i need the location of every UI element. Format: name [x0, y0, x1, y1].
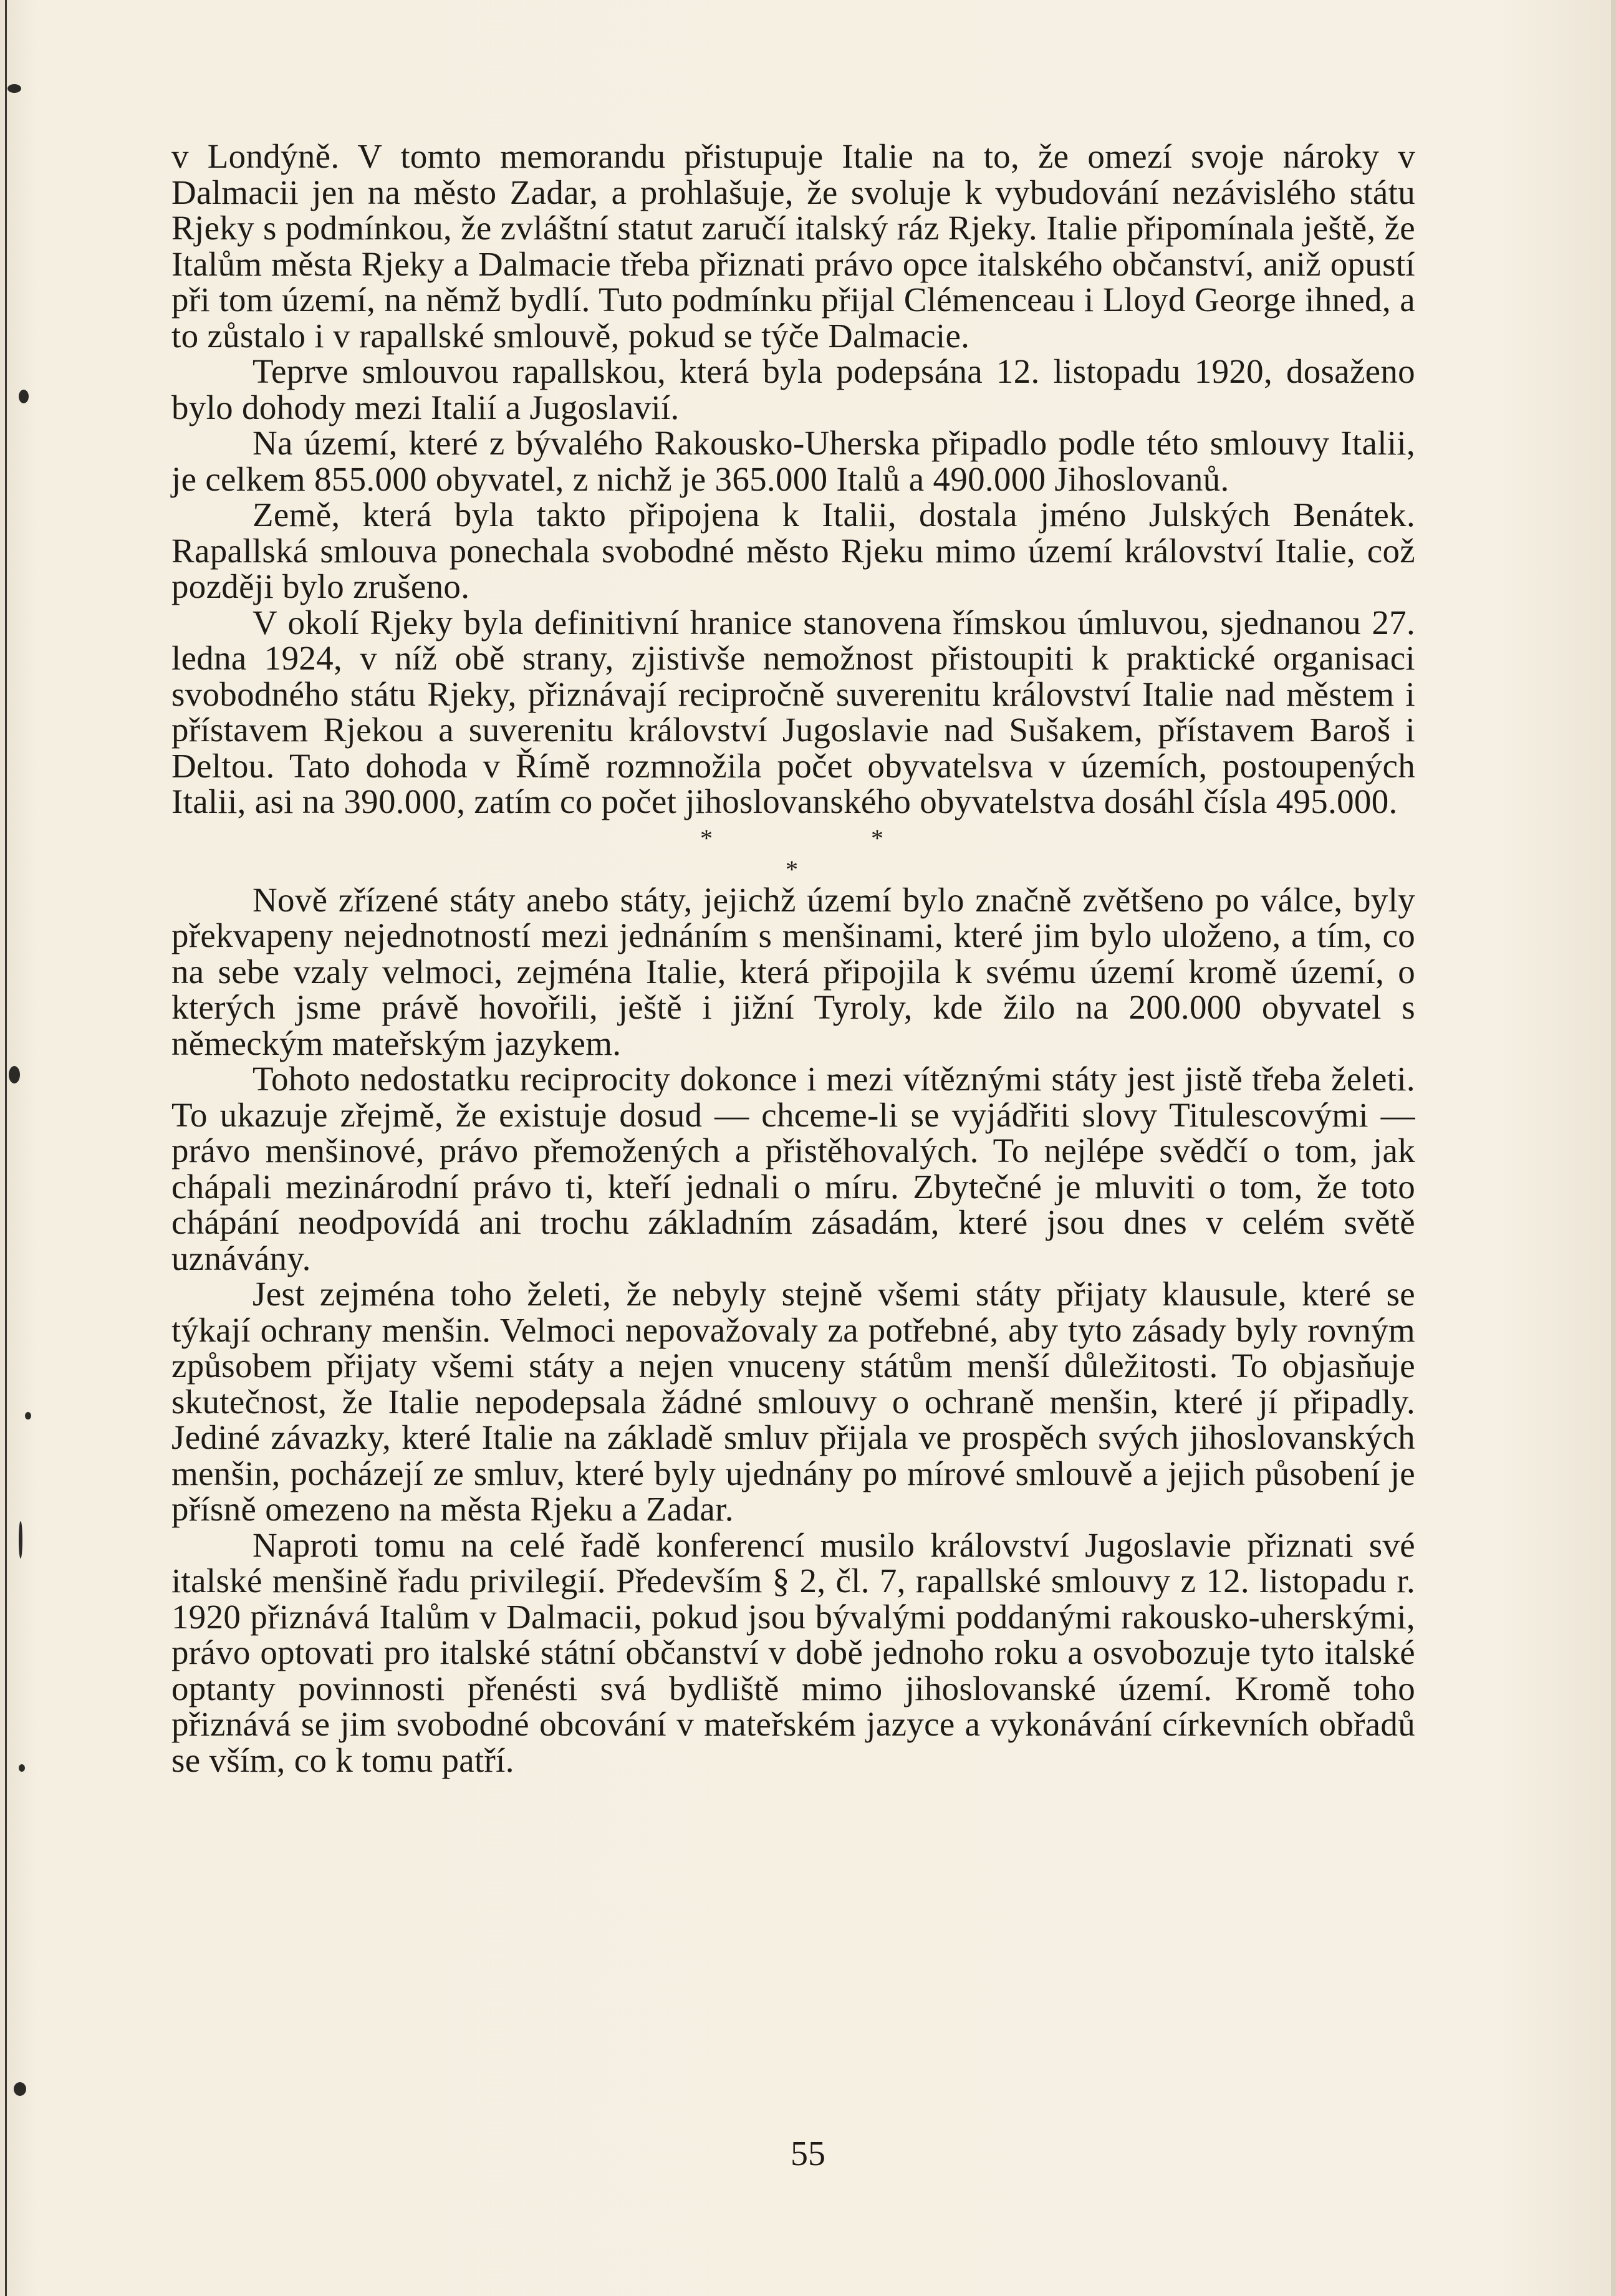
- paragraph: v Londýně. V tomto memorandu přistupuje Italie na to, že omezí svoje nároky v Dalmacii jen na město Zadar, a prohlašuje, že svoluje k vybudování nezávislého státu Rjeky s podmínkou, že zvláštní statut zaručí italský ráz Rjeky. Italie připomínala ještě, že Italům města Rjeky a Dalmacie třeba přiznati právo opce italského občanství, aniž opustí při tom území, na němž bydlí. Tuto podmínku přijal Clémenceau i Lloyd George ihned, a to zůstalo i v rapallské smlouvě, pokud se týče Dalmacie.: [171, 137, 1415, 355]
- margin-mark: [7, 84, 21, 93]
- margin-mark: [9, 1066, 20, 1083]
- margin-mark: [25, 1412, 31, 1419]
- page-number: 55: [791, 2135, 825, 2173]
- paragraph: Naproti tomu na celé řadě konferencí musilo království Jugoslavie přiznati své italské menšině řadu privilegií. Především § 2, čl. 7, rapallské smlouvy z 12. listopadu r. 1920 přiznává Italům v Dalmacii, pokud jsou bývalými poddanými rakousko-uherskými, právo optovati pro italské státní občanství v době jednoho roku a osvobozuje tyto italské optanty povinnosti přenésti svá bydliště mimo jihoslovanské území. Kromě toho přiznává se jim svobodné obcování v mateřském jazyce a vykonávání církevních obřadů se vším, co k tomu patří.: [171, 1525, 1415, 1779]
- paragraph: Na území, které z bývalého Rakousko-Uherska připadlo podle této smlouvy Italii, je celkem 855.000 obyvatel, z nichž je 365.000 Italů a 490.000 Jihoslovanů.: [171, 424, 1415, 498]
- paragraph: Tohoto nedostatku reciprocity dokonce i mezi vítěznými státy jest jistě třeba želeti. To ukazuje zřejmě, že existuje dosud — chceme-li se vyjádřiti slovy Titulescovými — právo menšinové, právo přemožených a přistěhovalých. To nejlépe svědčí o tom, jak chápali mezinárodní právo ti, kteří jednali o míru. Zbytečné je mluviti o tom, že toto chápání neodpovídá ani trochu základním zásadám, které jsou dnes v celém světě uznávány.: [171, 1060, 1415, 1277]
- paragraph: Jest zejména toho želeti, že nebyly stejně všemi státy přijaty klausule, které se týkají ochrany menšin. Velmoci nepovažovaly za potřebné, aby tyto zásady byly rovným způsobem přijaty všemi státy a nejen vnuceny státům menší důležitosti. To objasňuje skutečnost, že Italie nepodepsala žádné smlouvy o ochraně menšin, které jí připadly. Jediné závazky, které Italie na základě smluv přijala ve prospěch svých jihoslovanských menšin, pocházejí ze smluv, které byly ujednány po mírové smlouvě a jejich působení je přísně omezeno na města Rjeku a Zadar.: [171, 1275, 1415, 1528]
- margin-mark: [19, 1764, 25, 1772]
- page-edge: [1611, 0, 1616, 2296]
- margin-mark: [19, 390, 29, 403]
- paragraph: Teprve smlouvou rapallskou, která byla podepsána 12. listopadu 1920, dosaženo bylo dohody mezi Italií a Jugoslavií.: [171, 352, 1415, 426]
- margin-mark: [19, 1521, 22, 1559]
- section-separator: [171, 820, 1415, 882]
- binding-edge: [5, 0, 7, 2296]
- paragraph: Země, která byla takto připojena k Italii, dostala jméno Julských Benátek. Rapallská smlouva ponechala svobodné město Rjeku mimo území království Italie, což později bylo zrušeno.: [171, 496, 1415, 605]
- margin-mark: [14, 2082, 26, 2096]
- separator-star: *: [700, 824, 713, 852]
- paragraph: V okolí Rjeky byla definitivní hranice stanovena římskou úmluvou, sjednanou 27. ledna 1924, v níž obě strany, zjistivše nemožnost přistoupiti k praktické organisaci svobodného státu Rjeky, přiznávají recipročně suverenitu království Italie nad městem i přístavem Rjekou a suverenitu království Jugoslavie nad Sušakem, přístavem Baroš i Deltou. Tato dohoda v Římě rozmnožila počet obyvatelsva v územích, postoupených Italii, asi na 390.000, zatím co počet jihoslovanského obyvatelstva dosáhl čísla 495.000.: [171, 603, 1415, 820]
- separator-star: *: [786, 855, 799, 883]
- paragraph: Nově zřízené státy anebo státy, jejichž území bylo značně zvětšeno po válce, byly překvapeny nejednotností mezi jednáním s menšinami, které jim bylo uloženo, a tím, co na sebe vzaly velmoci, zejména Italie, která připojila k svému území kromě území, o kterých jsme právě hovořili, ještě i jižní Tyroly, kde žilo na 200.000 obyvatel s německým mateřským jazykem.: [171, 880, 1415, 1062]
- body-text: [171, 138, 1415, 1778]
- separator-star: *: [871, 824, 884, 852]
